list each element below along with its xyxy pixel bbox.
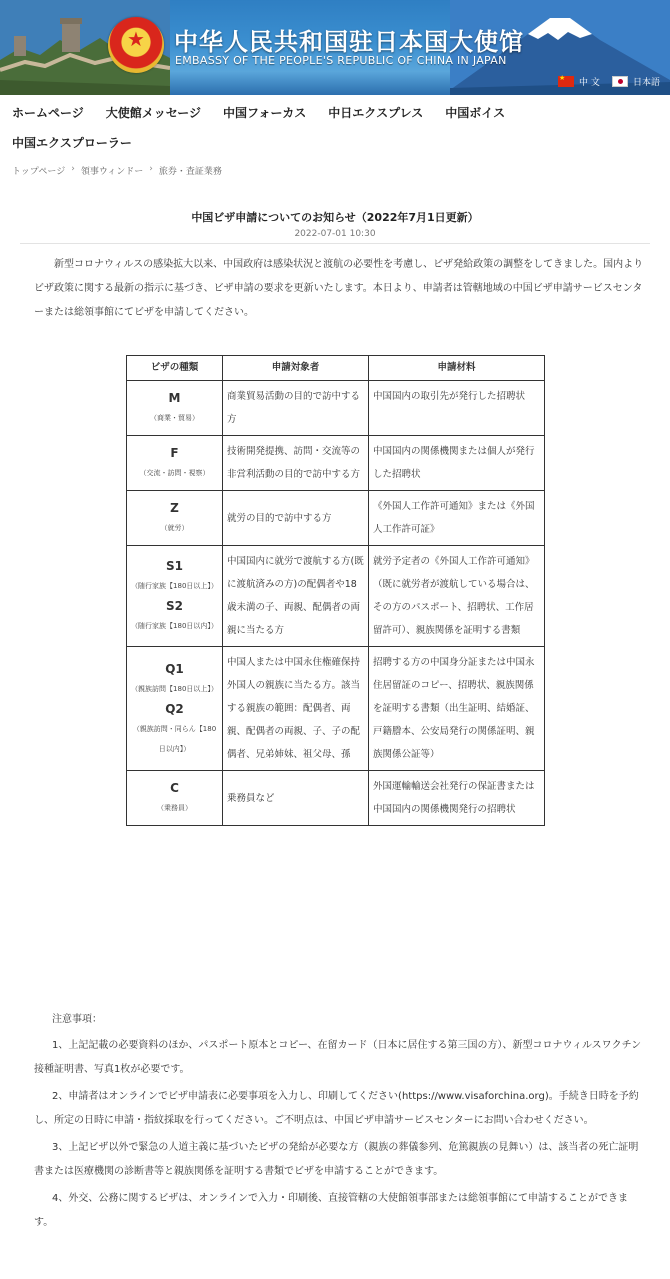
table-row bbox=[127, 771, 545, 826]
materials-cell: 招聘する方の中国身分証または中国永住居留証のコピー、招聘状、親族関係を証明する書類（出生証明、結婚証、戸籍謄本、公安局発行の関係証明、親族関係公証等） bbox=[369, 647, 545, 771]
breadcrumb-consular-window[interactable]: 領事ウィンドー bbox=[80, 167, 144, 177]
visa-code: M bbox=[168, 391, 181, 405]
visa-category: （随行家族【180日以上】） bbox=[131, 582, 218, 590]
language-chinese-link[interactable] bbox=[558, 74, 600, 88]
visa-code: C bbox=[170, 781, 179, 795]
visa-code: Z bbox=[170, 501, 179, 515]
language-japanese-label: 日本語 bbox=[633, 77, 661, 88]
japan-flag-icon bbox=[612, 76, 628, 87]
applicant-cell: 中国人または中国永住権確保持外国人の親族に当たる方。該当する親族の範囲：配偶者、両親、配偶者の両親、子、子の配偶者、兄弟姉妹、祖父母、孫 bbox=[223, 647, 369, 771]
breadcrumb-top-page[interactable]: トップページ bbox=[12, 167, 66, 177]
visa-type-cell bbox=[127, 381, 223, 436]
table-header-row bbox=[127, 356, 545, 381]
embassy-title-chinese: 中华人民共和国驻日本国大使馆 bbox=[174, 27, 524, 56]
nav-item-china-focus[interactable]: 中国フォーカス bbox=[223, 105, 307, 120]
column-header-materials: 申請材料 bbox=[369, 356, 545, 381]
embassy-title-english: EMBASSY OF THE PEOPLE'S REPUBLIC OF CHINA IN JAPAN bbox=[175, 54, 507, 67]
article-date: 2022-07-01 10:30 bbox=[294, 229, 376, 239]
header-banner bbox=[0, 0, 670, 95]
visa-type-cell bbox=[127, 436, 223, 491]
chevron-right-icon: › bbox=[71, 164, 75, 174]
column-header-visa-type: ビザの種類 bbox=[127, 356, 223, 381]
language-japanese-link[interactable] bbox=[612, 74, 660, 88]
main-navigation bbox=[12, 100, 662, 154]
visa-code: Q1 bbox=[165, 661, 184, 676]
visa-category: （親族訪問【180日以上】） bbox=[131, 684, 218, 693]
visa-code-secondary: Q2 bbox=[165, 701, 184, 716]
language-chinese-label: 中 文 bbox=[579, 77, 600, 88]
nav-item-home[interactable]: ホームページ bbox=[12, 105, 84, 120]
visa-category: （乗務員） bbox=[157, 804, 192, 812]
breadcrumb bbox=[12, 164, 222, 177]
national-emblem-icon: ★ bbox=[108, 17, 164, 73]
materials-cell: 中国国内の取引先が発行した招聘状 bbox=[369, 381, 545, 436]
visa-category-secondary: （随行家族【180日以内】） bbox=[131, 622, 218, 630]
article-intro bbox=[34, 253, 644, 325]
column-header-applicant: 申請対象者 bbox=[223, 356, 369, 381]
applicant-cell: 技術開発提携、訪問・交流等の非営利活動の目的で訪中する方 bbox=[223, 436, 369, 491]
table-row bbox=[127, 381, 545, 436]
nav-item-china-voice[interactable]: 中国ボイス bbox=[445, 105, 506, 120]
notes-section bbox=[34, 1008, 644, 1238]
note-item: 3、上記ビザ以外で緊急の人道主義に基づいたビザの発給が必要な方（親族の葬儀参列、危篤親族の見舞い）は、該当者の死亡証明書または医療機関の診断書等と親族関係を証明する書類でビザを申請することができます。 bbox=[34, 1142, 639, 1177]
visa-category-secondary: （親族訪問・同らん【180日以内】） bbox=[132, 724, 217, 753]
notes-heading: 注意事項： bbox=[52, 1014, 102, 1025]
visa-type-cell bbox=[127, 546, 223, 647]
visa-code-secondary: S2 bbox=[166, 599, 183, 613]
applicant-cell: 就労の目的で訪中する方 bbox=[223, 491, 369, 546]
visa-category: （就労） bbox=[160, 524, 189, 532]
visa-requirements-table bbox=[126, 355, 545, 826]
table-row bbox=[127, 647, 545, 771]
china-flag-icon bbox=[558, 76, 574, 87]
nav-item-china-japan-express[interactable]: 中日エクスプレス bbox=[328, 105, 424, 120]
breadcrumb-passport-visa[interactable]: 旅券・査証業務 bbox=[158, 167, 222, 177]
intro-paragraph: 新型コロナウィルスの感染拡大以来、中国政府は感染状況と渡航の必要性を考慮し、ビザ発給政策の調整をしてきました。国内よりビザ政策に関する最新の指示に基づき、ビザ申請の要求を更新いたします。本日より、申請者は管轄地域の中国ビザ申請サービスセンターまたは総領事館にてビザを申請してください。 bbox=[34, 259, 644, 318]
applicant-cell: 商業貿易活動の目的で訪中する方 bbox=[223, 381, 369, 436]
visa-category: （交流・訪問・視察） bbox=[139, 469, 210, 477]
applicant-cell: 中国国内に就労で渡航する方(既に渡航済みの方)の配偶者や18歳未満の子、両親、配偶者の両親に当たる方 bbox=[223, 546, 369, 647]
visa-type-cell bbox=[127, 771, 223, 826]
visa-category: （商業・貿易） bbox=[150, 414, 199, 422]
nav-item-embassy-message[interactable]: 大使館メッセージ bbox=[105, 105, 202, 120]
visa-type-cell bbox=[127, 491, 223, 546]
visa-type-cell bbox=[127, 647, 223, 771]
table-row bbox=[127, 436, 545, 491]
visa-code: S1 bbox=[166, 559, 183, 573]
visa-code: F bbox=[170, 446, 179, 460]
table-row bbox=[127, 491, 545, 546]
nav-item-china-explorer[interactable]: 中国エクスプローラー bbox=[12, 135, 132, 150]
article-title: 中国ビザ申請についてのお知らせ（2022年7月1日更新） bbox=[191, 211, 479, 224]
table-row bbox=[127, 546, 545, 647]
note-item: 2、申請者はオンラインでビザ申請表に必要事項を入力し、印刷してください(https://www.visaforchina.org)。手続き日時を予約し、所定の日時に申請・指紋採取を行ってください。ご不明点は、中国ビザ申請サービスセンターにお問い合わせください。 bbox=[34, 1091, 639, 1126]
title-divider bbox=[20, 243, 650, 244]
materials-cell: 就労予定者の《外国人工作許可通知》（既に就労者が渡航している場合は、その方のパスポート、招聘状、工作居留許可）、親族関係を証明する書類 bbox=[369, 546, 545, 647]
chevron-right-icon: › bbox=[149, 164, 153, 174]
materials-cell: 外国運輸輸送会社発行の保証書または中国国内の関係機関発行の招聘状 bbox=[369, 771, 545, 826]
note-item: 4、外交、公務に関するビザは、オンラインで入力・印刷後、直接管轄の大使館領事部または総領事館にて申請することができます。 bbox=[34, 1193, 629, 1228]
note-item: 1、上記記載の必要資料のほか、パスポート原本とコピー、在留カード（日本に居住する第三国の方）、新型コロナウィルスワクチン接種証明書、写真1枚が必要です。 bbox=[34, 1040, 642, 1075]
materials-cell: 中国国内の関係機関または個人が発行した招聘状 bbox=[369, 436, 545, 491]
materials-cell: 《外国人工作許可通知》または《外国人工作許可証》 bbox=[369, 491, 545, 546]
applicant-cell: 乗務員など bbox=[223, 771, 369, 826]
